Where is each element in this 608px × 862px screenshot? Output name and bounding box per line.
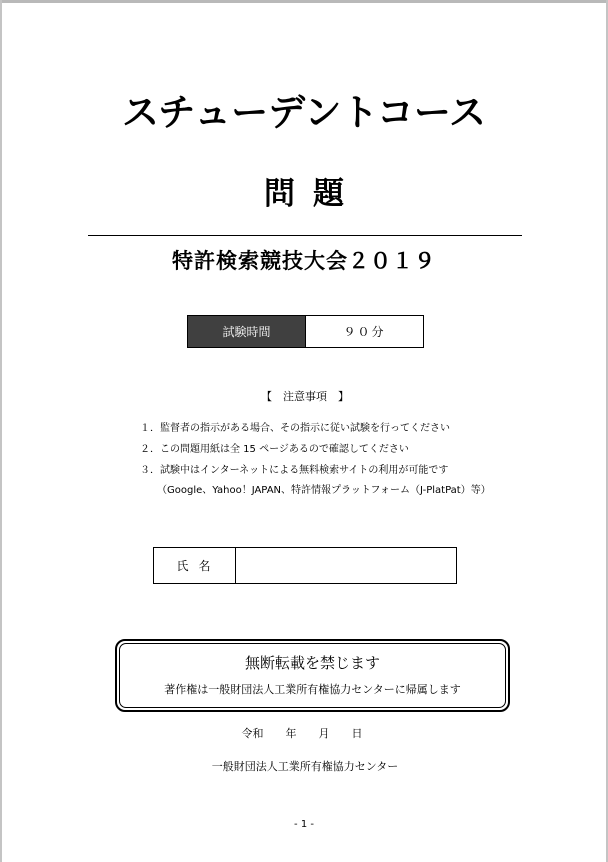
note-item-2: ２．この問題用紙は全 15 ページあるので確認してください <box>140 444 409 455</box>
copyright-statement: 著作権は一般財団法人工業所有権協力センターに帰属します <box>164 683 461 696</box>
page-number: - 1 - <box>294 819 314 830</box>
no-reproduction-notice: 無断転載を禁じます <box>244 654 380 672</box>
name-box <box>153 547 457 584</box>
event-title: 特許検索競技大会２０１９ <box>172 249 436 273</box>
page-frame-top <box>0 0 608 3</box>
note-item-3: ３．試験中はインターネットによる無料検索サイトの利用が可能です <box>140 465 449 476</box>
exam-time-box <box>187 315 424 348</box>
exam-time-label: 試験時間 <box>188 316 306 347</box>
date-era: 令和 <box>241 727 264 740</box>
notes-heading: 【 注意事項 】 <box>261 390 349 403</box>
name-label: 氏名 <box>154 548 236 583</box>
exam-time-value: ９０分 <box>343 325 386 339</box>
date-month: 月 <box>318 727 330 740</box>
notes-list <box>140 418 540 501</box>
document-subtitle: 問題 <box>264 176 362 212</box>
copyright-notice-box <box>115 639 510 712</box>
note-item-1: １．監督者の指示がある場合、その指示に従い試験を行ってください <box>140 423 450 434</box>
date-day: 日 <box>351 727 363 740</box>
title-divider <box>88 235 522 236</box>
organization-name: 一般財団法人工業所有権協力センター <box>211 760 399 773</box>
date-line <box>0 726 608 742</box>
name-field[interactable] <box>236 548 456 583</box>
document-title: スチューデントコース <box>121 91 487 134</box>
note-item-3-detail: （Google、Yahoo！JAPAN、特許情報プラットフォーム（J-PlatPat）等） <box>157 485 491 496</box>
date-year: 年 <box>285 727 297 740</box>
